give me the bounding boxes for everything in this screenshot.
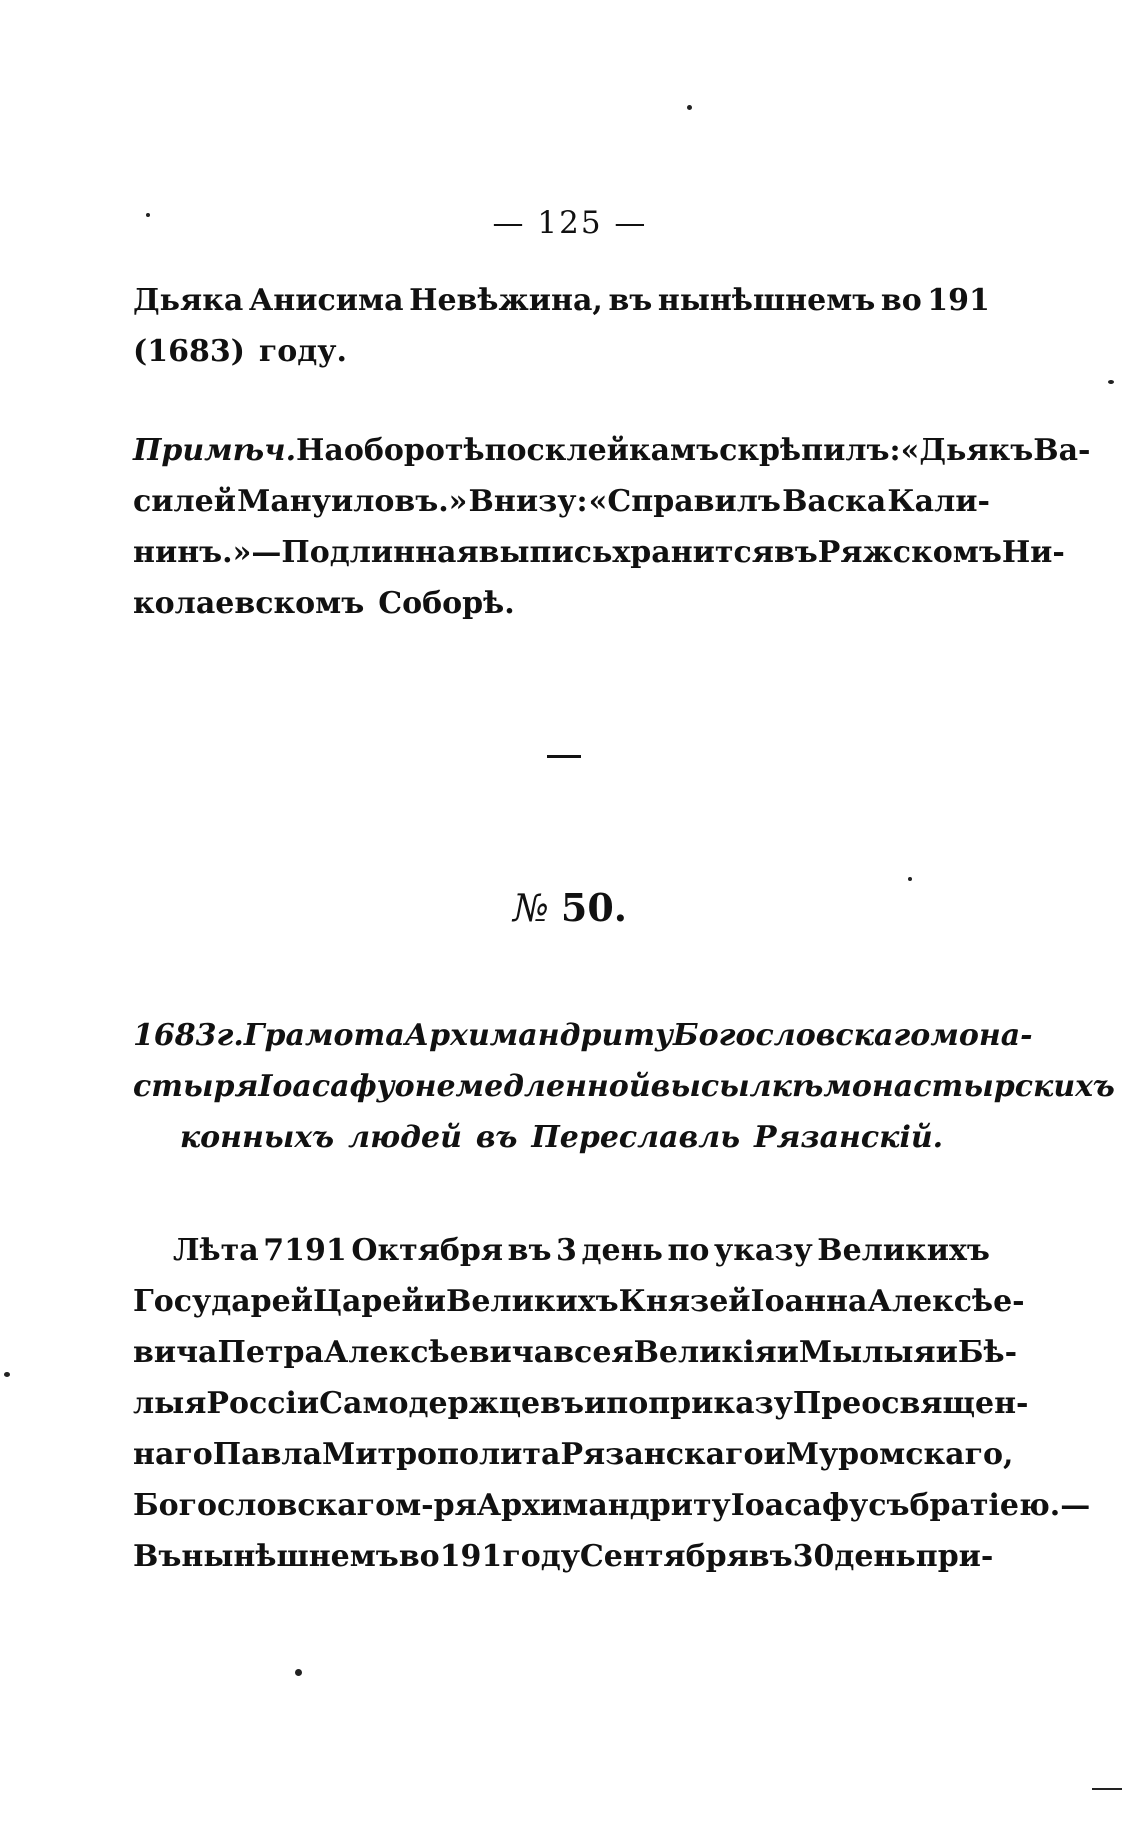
word: и — [583, 1386, 607, 1421]
word: вича — [133, 1335, 218, 1370]
word: и — [935, 1335, 958, 1370]
document-heading — [133, 1010, 1115, 1163]
word: немедленной — [414, 1069, 651, 1104]
word: приказу — [648, 1386, 793, 1421]
word: по — [667, 1233, 710, 1268]
text-line — [133, 1010, 1033, 1061]
word: «Дьякъ — [900, 433, 1034, 468]
scan-speck — [295, 1669, 302, 1676]
word: Невѣжина, — [409, 283, 603, 318]
word: Сентября — [579, 1539, 749, 1574]
word: нынѣшнемъ — [657, 283, 876, 318]
text-line — [133, 476, 990, 527]
scan-speck — [4, 1372, 10, 1377]
number-value: 50. — [560, 885, 628, 930]
number-sign: № — [512, 886, 549, 930]
word: съ — [868, 1488, 910, 1523]
word: конныхъ — [179, 1120, 335, 1155]
word: Павла — [212, 1437, 323, 1472]
word: и — [776, 1335, 799, 1370]
word: лыя — [133, 1386, 207, 1421]
word: «Справилъ — [588, 484, 781, 519]
word: Преосвящен- — [792, 1386, 1029, 1421]
word: въ — [748, 1539, 793, 1574]
word: по — [484, 433, 527, 468]
word: выпись — [478, 535, 613, 570]
word: въ — [475, 1120, 518, 1155]
word: (1683) — [133, 334, 245, 369]
word: Въ — [133, 1539, 182, 1574]
text-line — [133, 1429, 1014, 1480]
text-line — [133, 275, 990, 326]
word: 30 — [792, 1539, 835, 1574]
scan-speck — [1108, 380, 1114, 384]
word: высылкѣ — [650, 1069, 824, 1104]
text-line — [133, 1327, 1018, 1378]
word: Муромскаго, — [785, 1437, 1014, 1472]
word: мона- — [930, 1018, 1033, 1053]
word: м-ря — [395, 1488, 477, 1523]
scan-speck — [908, 877, 912, 881]
word: склейкамъ — [526, 433, 720, 468]
word: и — [423, 1284, 446, 1319]
word: Рязанскій. — [754, 1120, 944, 1155]
word: при- — [915, 1539, 994, 1574]
word: — — [251, 535, 282, 570]
word: нинъ.» — [133, 535, 252, 570]
word: Ряжскомъ — [817, 535, 1002, 570]
text-line — [133, 578, 990, 629]
text-line — [133, 425, 1091, 476]
word: Іоасафу — [258, 1069, 395, 1104]
word: Дьяка — [133, 283, 244, 318]
word: день — [834, 1539, 916, 1574]
word: нынѣшнемъ — [181, 1539, 399, 1574]
continuation-paragraph — [133, 275, 990, 377]
word: Великихъ — [817, 1233, 990, 1268]
word: во — [398, 1539, 440, 1574]
word: во — [880, 283, 922, 318]
word: 7191 — [263, 1233, 347, 1268]
word: о — [394, 1069, 415, 1104]
word: Митрополита — [322, 1437, 561, 1472]
scan-speck — [687, 105, 692, 110]
text-line — [133, 527, 1065, 578]
text-line — [133, 1378, 1029, 1429]
word: Архимандриту — [404, 1018, 673, 1053]
word: хранится — [612, 535, 774, 570]
section-separator — [547, 755, 581, 758]
page-number: — 125 — — [492, 205, 648, 241]
word: Переславль — [531, 1120, 741, 1155]
scan-speck — [1092, 1788, 1122, 1790]
word: силей — [133, 484, 237, 519]
word: стыря — [133, 1069, 259, 1104]
word: Бѣ- — [957, 1335, 1018, 1370]
word: наго — [133, 1437, 213, 1472]
word: 1683 — [133, 1018, 217, 1053]
word: Великія — [633, 1335, 777, 1370]
word: 3 — [556, 1233, 577, 1268]
word: Октября — [351, 1233, 504, 1268]
word: Великихъ — [445, 1284, 619, 1319]
word: Подлинная — [281, 535, 479, 570]
word: Мануиловъ.» — [237, 484, 468, 519]
text-line — [133, 1531, 994, 1582]
word: Мылыя — [798, 1335, 936, 1370]
word: году — [502, 1539, 580, 1574]
word: и — [763, 1437, 786, 1472]
word: Самодержцевъ — [319, 1386, 584, 1421]
word: людей — [348, 1120, 462, 1155]
word: въ — [507, 1233, 552, 1268]
word: въ — [608, 283, 653, 318]
word: Алексѣевича — [323, 1335, 554, 1370]
word: указу — [714, 1233, 813, 1268]
word: Князей — [618, 1284, 751, 1319]
text-line — [133, 1112, 990, 1163]
word: всея — [553, 1335, 634, 1370]
word: Богословскаго — [133, 1488, 396, 1523]
word: монастырскихъ — [823, 1069, 1115, 1104]
word: Алексѣе- — [867, 1284, 1025, 1319]
body-paragraph — [133, 1225, 1091, 1582]
word: Архимандриту — [476, 1488, 731, 1523]
word: Ни- — [1001, 535, 1065, 570]
word: 191 — [439, 1539, 503, 1574]
word: по — [606, 1386, 649, 1421]
note-label: Примѣч. — [133, 433, 297, 468]
word: Іоанна — [750, 1284, 868, 1319]
word: Грамота — [243, 1018, 405, 1053]
word: Іоасафу — [730, 1488, 869, 1523]
word: Соборѣ. — [378, 586, 515, 621]
word: братіею.— — [909, 1488, 1091, 1523]
word: Петра — [217, 1335, 324, 1370]
document-number — [0, 885, 1140, 930]
word: колаевскомъ — [133, 586, 365, 621]
text-line — [133, 1061, 1115, 1112]
note-paragraph — [133, 425, 1091, 629]
word: Лѣта — [173, 1233, 259, 1268]
word: Васка — [782, 484, 887, 519]
word: Кали- — [887, 484, 990, 519]
text-line — [133, 1276, 1025, 1327]
text-line — [133, 1225, 990, 1276]
word: 191 — [927, 283, 990, 318]
text-line — [133, 326, 990, 377]
word: Анисима — [248, 283, 404, 318]
scan-speck — [146, 213, 150, 217]
word: скрѣпилъ: — [719, 433, 901, 468]
word: На — [296, 433, 344, 468]
word: Богословскаго — [672, 1018, 931, 1053]
word: день — [581, 1233, 663, 1268]
word: въ — [773, 535, 818, 570]
word: Государей — [133, 1284, 313, 1319]
text-line — [133, 1480, 1091, 1531]
word: Рязанскаго — [560, 1437, 764, 1472]
word: году. — [258, 334, 347, 369]
word: оборотѣ — [343, 433, 485, 468]
word: Царей — [312, 1284, 424, 1319]
word: Внизу: — [468, 484, 588, 519]
word: Россіи — [206, 1386, 320, 1421]
word: г. — [216, 1018, 244, 1053]
word: Ва- — [1033, 433, 1091, 468]
